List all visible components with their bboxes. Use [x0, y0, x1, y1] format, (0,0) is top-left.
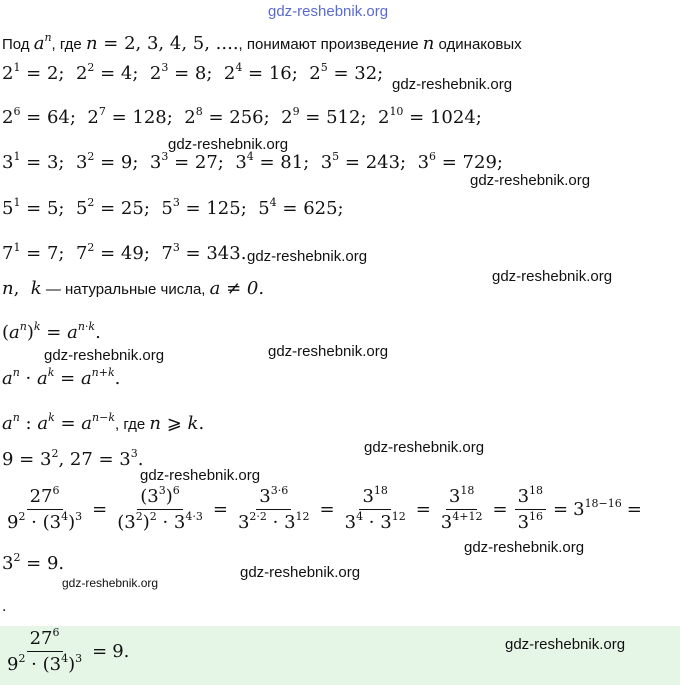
rule-product: $a^n \cdot a^k = a^{n+k}$.	[2, 366, 121, 389]
watermark: gdz-reshebnik.org	[140, 467, 261, 484]
power-equation: $2^7 = 128$;	[87, 105, 173, 128]
watermark: gdz-reshebnik.org	[492, 268, 613, 285]
powers-of-5-row	[2, 198, 344, 220]
power-equation: $5^1 = 5$;	[2, 196, 65, 219]
power-equation: $3^6 = 729$;	[417, 150, 503, 173]
base-substitution: $9 = 3^2$, $27 = 3^3$.	[2, 447, 144, 470]
fraction: $\frac{(3^3)^6}{(3^2)^2 \cdot 3^{4\cdot 3}}$	[117, 484, 203, 533]
watermark: gdz-reshebnik.org	[44, 347, 165, 364]
fraction: $\frac{3^{3\cdot 6}}{3^{2\cdot 2} \cdot 3^{12}}$	[237, 484, 310, 533]
fraction: $\frac{3^{18}}{3^{16}}$	[515, 486, 546, 534]
power-equation: $2^5 = 32$;	[309, 61, 384, 84]
rule-power-of-power: $(a^n)^k = a^{n\cdot k}$.	[2, 320, 101, 343]
power-equation: $2^4 = 16$;	[223, 61, 298, 84]
watermark: gdz-reshebnik.org	[168, 136, 289, 153]
power-equation: $5^4 = 625$;	[258, 196, 344, 219]
watermark: gdz-reshebnik.org	[247, 248, 368, 265]
power-equation: $3^1 = 3$;	[2, 150, 65, 173]
watermark: gdz-reshebnik.org	[505, 636, 626, 653]
power-equation: $7^1 = 7$;	[2, 241, 65, 264]
natural-numbers-line: n, k — натуральные числа, a ≠ 0.	[2, 278, 265, 299]
power-equation: $5^2 = 25$;	[75, 196, 150, 219]
power-equation: $3^4 = 81$;	[235, 150, 310, 173]
power-equation: $7^2 = 49$;	[75, 241, 150, 264]
powers-of-3-row	[2, 152, 503, 174]
power-equation: $7^3 = 343$.	[161, 241, 247, 264]
watermark: gdz-reshebnik.org	[62, 576, 159, 590]
fraction: $\frac{27^6}{9^2 \cdot (3^4)^3}$	[7, 484, 83, 533]
watermark: gdz-reshebnik.org	[364, 439, 485, 456]
power-equation: $2^9 = 512$;	[281, 105, 367, 128]
power-equation: $3^5 = 243$;	[320, 150, 407, 173]
power-equation: $2^{10} = 1024$;	[377, 105, 482, 128]
solution-chain: $\frac{27^6}{9^2 \cdot (3^4)^3}$ = $\frac{(3^3)^6}{(3^2)^2 \cdot 3^{4\cdot 3}}$ = $\frac{3^{3\cdot 6}}{3^{2\cdot 2} \cdot 3^{12}}$ = $\frac{3^{18}}{3^4 \cdot 3^{12}}$ = $\frac{3^{18}}{3^{4+12}}$ = $\frac{3^{18}}{3^{16}}$ = $3^{18-16}$ =	[2, 486, 647, 534]
fraction: $\frac{3^{18}}{3^{4+12}}$	[440, 484, 483, 533]
answer-box	[0, 626, 680, 685]
watermark: gdz-reshebnik.org	[392, 76, 513, 93]
watermark: gdz-reshebnik.org	[470, 172, 591, 189]
answer-expression: $\frac{27^6}{9^2 \cdot (3^4)^3}$ = 9.	[2, 628, 129, 676]
solution-result: $3^2 = 9$.	[2, 551, 65, 574]
powers-of-2-row-1	[2, 63, 383, 85]
watermark: gdz-reshebnik.org	[240, 564, 361, 581]
dot-separator: .	[2, 599, 7, 615]
powers-of-7-row	[2, 243, 246, 265]
rule-quotient: $a^n$ : $a^k = a^{n-k}$, где n ⩾ k.	[2, 411, 205, 434]
fraction: $\frac{3^{18}}{3^4 \cdot 3^{12}}$	[344, 484, 406, 533]
power-equation: $5^3 = 125$;	[161, 196, 247, 219]
fraction: $\frac{27^6}{9^2 \cdot (3^4)^3}$	[7, 626, 83, 675]
power-equation: $3^3 = 27$;	[149, 150, 224, 173]
watermark: gdz-reshebnik.org	[464, 539, 585, 556]
power-equation: $2^2 = 4$;	[75, 61, 139, 84]
power-equation: $3^2 = 9$;	[75, 150, 139, 173]
power-equation: $2^1 = 2$;	[2, 61, 65, 84]
power-equation: $2^3 = 8$;	[149, 61, 213, 84]
powers-of-2-row-2	[2, 107, 482, 129]
watermark-top: gdz-reshebnik.org	[268, 3, 389, 20]
intro-line: Под $a^n$, где n = 2, 3, 4, 5, ...., понимают произведение n одинаковых	[2, 31, 522, 54]
watermark: gdz-reshebnik.org	[268, 343, 389, 360]
power-equation: $2^8 = 256$;	[184, 105, 270, 128]
power-equation: $2^6 = 64$;	[2, 105, 76, 128]
